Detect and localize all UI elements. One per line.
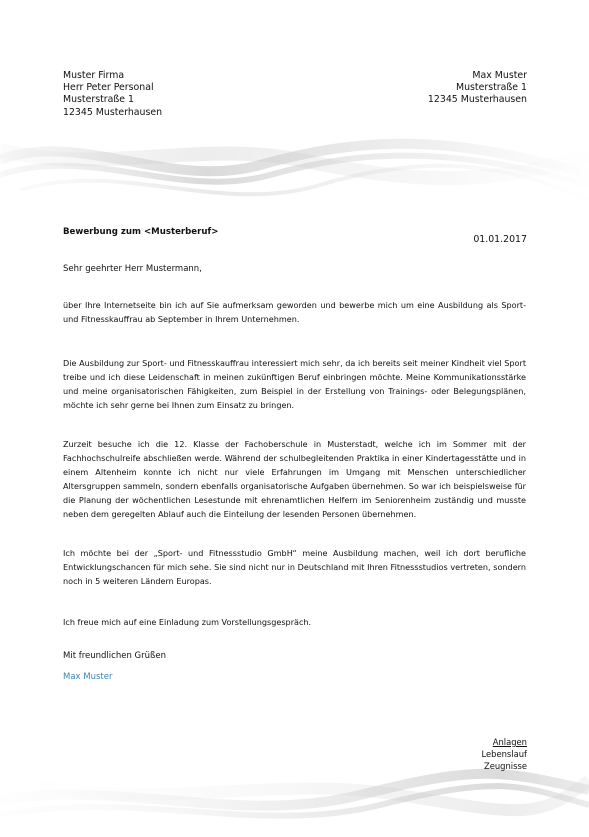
attachment-item: Zeugnisse xyxy=(483,761,527,771)
closing: Mit freundlichen Grüßen xyxy=(63,651,166,661)
signature: Max Muster xyxy=(63,672,113,682)
body-paragraph: Die Ausbildung zur Sport- und Fitnesskauffrau interessiert mich sehr, da ich bereits seit meiner Kindheit viel Sport treibe und ich diese Leidenschaft in meinen zukünftigen Beruf einbringen möchte. Meine Kommunikationsstärke und meine organisatorischen Fähigkeiten, zum Beispiel in der Erstellung von Trainings- oder Belegungsplänen, möchte ich sehr gerne bei Ihnen zum Einsatz zu bringen. xyxy=(63,358,526,410)
sender-contact: Herr Peter Personal xyxy=(63,82,154,94)
body-paragraph: Zurzeit besuche ich die 12. Klasse der Fachoberschule in Musterstadt, welche ich im Sommer mit der Fachhochschulreife abschließen werde. Während der schulbegleitenden Praktika in einer Kindertagesstätte und in einem Altenheim konnte ich nicht nur viele Erfahrungen im Umgang mit Menschen unterschiedlicher Altersgruppen sammeln, sondern ebenfalls organisatorische Aufgaben übernehmen. So war ich beispielsweise für die Planung der wöchentlichen Lesestunde mit ehrenamtlichen Helfern im Seniorenheim zuständig und musste neben dem geregelten Ablauf auch die Einteilung der lesenden Personen übernehmen. xyxy=(63,439,526,519)
subject-line: Bewerbung zum <Musterberuf> xyxy=(63,227,219,237)
body-paragraph: über Ihre Internetseite bin ich auf Sie aufmerksam geworden und bewerbe mich um eine Ausbildung als Sport- und Fitnesskauffrau ab September in Ihrem Unternehmen. xyxy=(63,300,526,324)
recipient-address xyxy=(428,70,527,107)
recipient-street: Musterstraße 1 xyxy=(456,82,527,94)
attachments xyxy=(481,736,527,772)
recipient-city: 12345 Musterhausen xyxy=(427,94,527,106)
sender-street: Musterstraße 1 xyxy=(63,94,134,106)
body-paragraph: Ich möchte bei der „Sport- und Fitnessstudio GmbH“ meine Ausbildung machen, weil ich dort berufliche Entwicklungschancen für mich sehe. Sie sind nicht nur in Deutschland mit Ihren Fitnessstudios vertreten, sondern noch in 5 weiteren Ländern Europas. xyxy=(63,548,526,586)
sender-city: 12345 Musterhausen xyxy=(63,106,163,118)
attachments-title: Anlagen xyxy=(492,737,527,747)
body-paragraph: Ich freue mich auf eine Einladung zum Vorstellungsgespräch. xyxy=(63,617,312,627)
decorative-wave-top xyxy=(0,120,589,230)
sender-address xyxy=(63,70,162,119)
recipient-name: Max Muster xyxy=(472,70,527,81)
letter-date: 01.01.2017 xyxy=(473,234,527,245)
sender-company: Muster Firma xyxy=(63,70,125,81)
greeting: Sehr geehrter Herr Mustermann, xyxy=(63,264,202,274)
attachment-item: Lebenslauf xyxy=(481,749,527,759)
